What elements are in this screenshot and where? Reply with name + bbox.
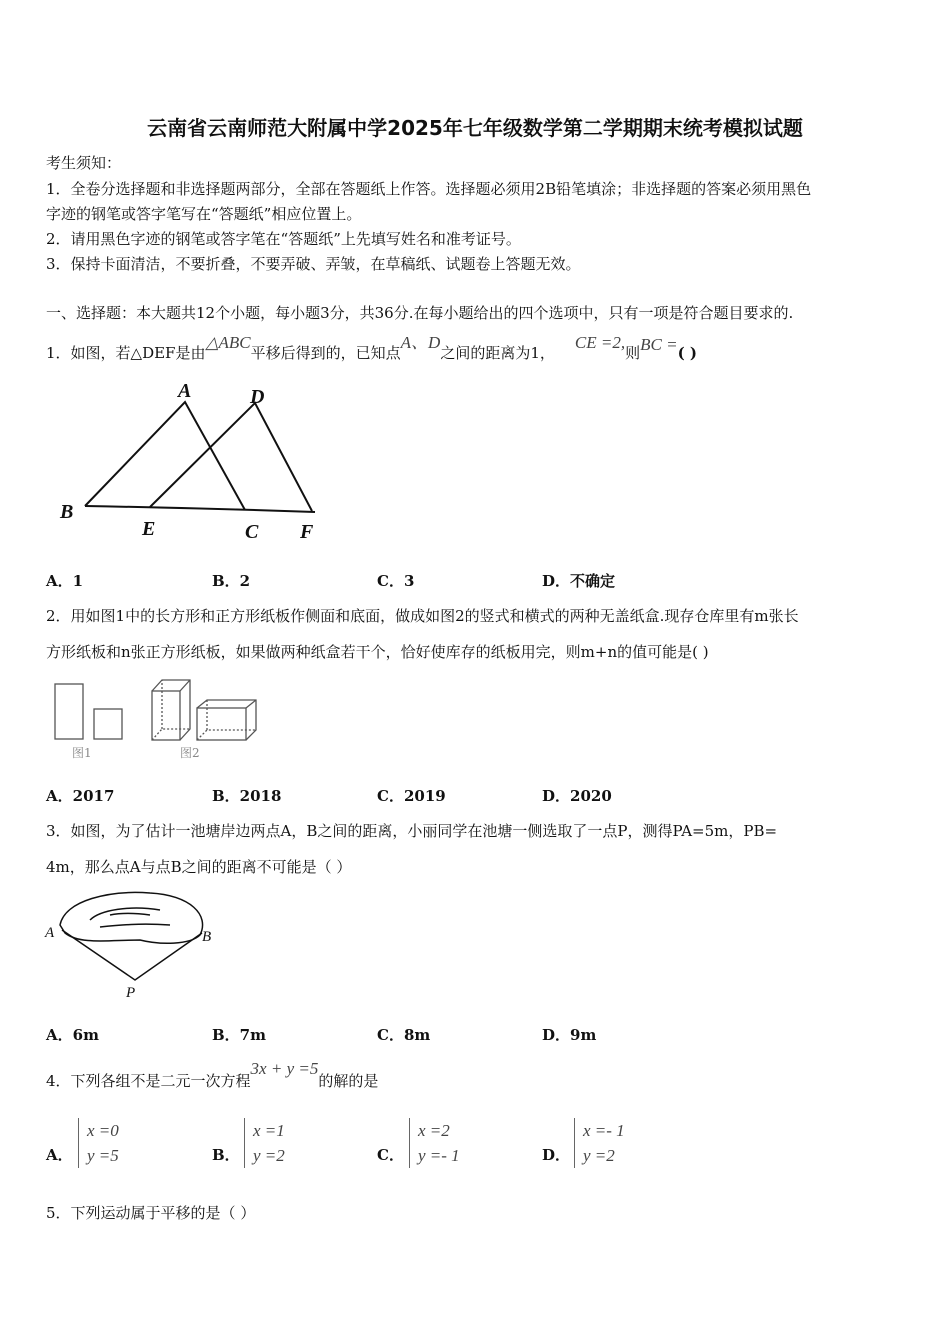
triangle-figure xyxy=(50,375,340,545)
q1-text: 之间的距离为1， xyxy=(440,344,555,362)
q1-option-a[interactable]: A．1 xyxy=(46,572,84,590)
page-title: 云南省云南师范大附属中学2025年七年级数学第二学期期末统考模拟试题 xyxy=(147,116,803,140)
equation-system xyxy=(244,1118,285,1168)
q2-option-b[interactable]: B．2018 xyxy=(212,787,282,805)
q1-option-b[interactable]: B．2 xyxy=(212,572,251,590)
q3-option-a[interactable]: A．6m xyxy=(46,1026,99,1044)
q1-math: △ABC xyxy=(205,333,251,352)
q3-option-d[interactable]: D．9m xyxy=(542,1026,597,1044)
q1-option-d[interactable]: D．不确定 xyxy=(542,572,616,590)
q1-math: A、D xyxy=(400,333,441,352)
label-f: F xyxy=(300,521,314,543)
x-value: x =2 xyxy=(418,1121,450,1140)
q1-option-c[interactable]: C．3 xyxy=(377,572,415,590)
q2-line: 2．用如图1中的长方形和正方形纸板作侧面和底面，做成如图2的竖式和横式的两种无盖纸盒.现存仓库里有m张长 xyxy=(46,607,799,625)
q4-equation: 3x + y =5 xyxy=(250,1059,319,1078)
q1-text: ( ) xyxy=(677,344,697,362)
label-d: D xyxy=(250,386,265,408)
q4-options xyxy=(46,1118,746,1173)
x-value: x =1 xyxy=(253,1121,285,1140)
fig2-caption: 图2 xyxy=(180,746,200,760)
label-c: C xyxy=(245,521,259,543)
paper-box-figure xyxy=(50,672,270,767)
label-a: A xyxy=(45,925,55,941)
q1-text: 则 xyxy=(625,344,641,362)
label-b: B xyxy=(202,929,212,945)
q3-option-c[interactable]: C．8m xyxy=(377,1026,431,1044)
label-e: E xyxy=(142,518,156,540)
label-p: P xyxy=(126,985,136,1001)
question-5: 5．下列运动属于平移的是（ ） xyxy=(46,1204,256,1222)
option-label: D． xyxy=(542,1146,571,1164)
y-value: y =2 xyxy=(253,1146,285,1165)
notice-item: 2．请用黑色字迹的钢笔或答字笔在“答题纸”上先填写姓名和准考证号。 xyxy=(46,230,521,248)
label-a: A xyxy=(178,380,192,402)
q2-line: 方形纸板和n张正方形纸板，如果做两种纸盒若干个，恰好使库存的纸板用完，则m+n的值可能是( ) xyxy=(46,643,709,661)
notice-item: 字迹的钢笔或答字笔写在“答题纸”相应位置上。 xyxy=(46,205,362,223)
option-label: A． xyxy=(46,1146,73,1164)
question-1 xyxy=(46,333,697,363)
q1-math: BC = xyxy=(640,335,678,354)
q1-text: 平移后得到的，已知点 xyxy=(250,344,401,362)
q3-option-b[interactable]: B．7m xyxy=(212,1026,266,1044)
option-label: C． xyxy=(377,1146,404,1164)
q3-line: 3．如图，为了估计一池塘岸边两点A，B之间的距离，小丽同学在池塘一侧选取了一点P，测得PA=5m，PB= xyxy=(46,822,778,840)
q1-math: CE =2, xyxy=(574,333,626,352)
label-b: B xyxy=(60,501,74,523)
question-4 xyxy=(46,1059,379,1091)
q4-text: 的解的是 xyxy=(318,1072,379,1090)
q4-text: 4．下列各组不是二元一次方程 xyxy=(46,1072,251,1090)
section-heading: 一、选择题：本大题共12个小题，每小题3分，共36分.在每小题给出的四个选项中，只有一项是符合题目要求的. xyxy=(46,304,794,322)
notice-heading: 考生须知： xyxy=(46,154,122,172)
y-value: y =5 xyxy=(87,1146,119,1165)
q2-option-c[interactable]: C．2019 xyxy=(377,787,446,805)
x-value: x =- 1 xyxy=(583,1121,625,1140)
q2-option-a[interactable]: A．2017 xyxy=(46,787,115,805)
equation-system xyxy=(409,1118,460,1168)
pond-figure xyxy=(40,885,220,1005)
y-value: y =- 1 xyxy=(418,1146,460,1165)
equation-system xyxy=(574,1118,625,1168)
notice-item: 1．全卷分选择题和非选择题两部分，全部在答题纸上作答。选择题必须用2B铅笔填涂；非选择题的答案必须用黑色 xyxy=(46,180,812,198)
notice-item: 3．保持卡面清洁，不要折叠，不要弄破、弄皱，在草稿纸、试题卷上答题无效。 xyxy=(46,255,581,273)
y-value: y =2 xyxy=(583,1146,615,1165)
option-label: B． xyxy=(212,1146,240,1164)
q2-option-d[interactable]: D．2020 xyxy=(542,787,612,805)
x-value: x =0 xyxy=(87,1121,119,1140)
q1-text: 1．如图，若△DEF是由 xyxy=(46,344,206,362)
fig1-caption: 图1 xyxy=(72,746,92,760)
q3-line: 4m，那么点A与点B之间的距离不可能是（ ） xyxy=(46,858,352,876)
equation-system xyxy=(78,1118,119,1168)
